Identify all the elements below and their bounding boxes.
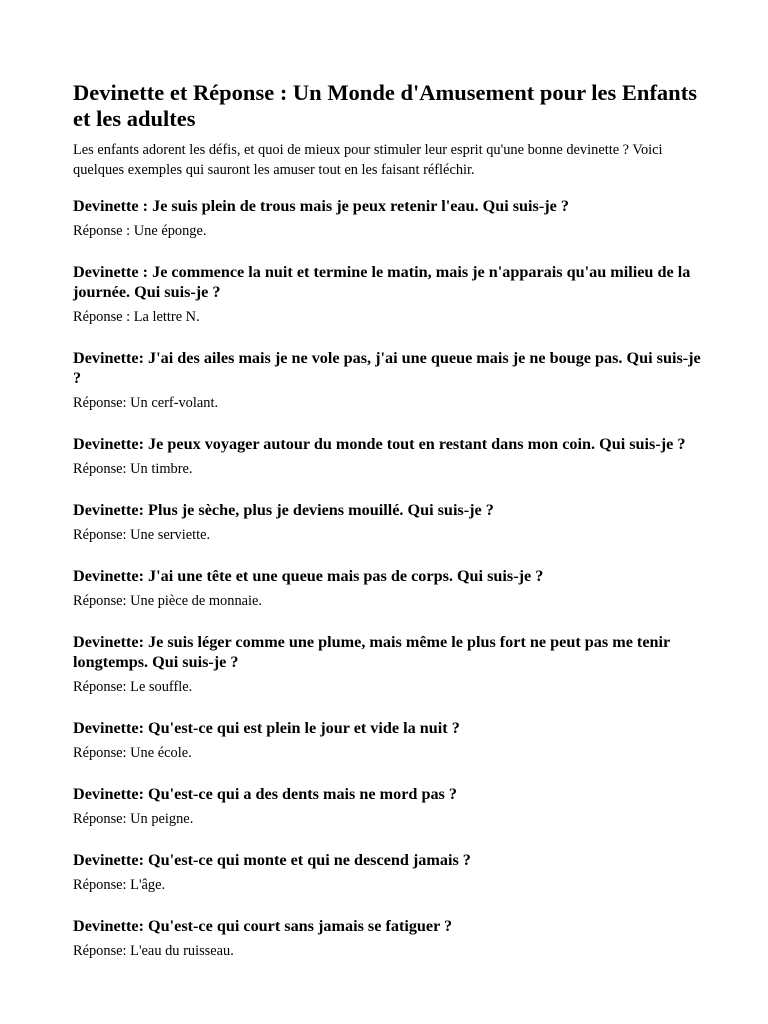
riddle-item (73, 262, 708, 327)
riddle-answer: Réponse: Le souffle. (73, 679, 193, 695)
riddle-question: Devinette : Je commence la nuit et termine le matin, mais je n'apparais qu'au milieu de la journée. Qui suis-je ? (73, 263, 691, 301)
riddle-item (73, 500, 708, 545)
riddle-question: Devinette: Qu'est-ce qui a des dents mais ne mord pas ? (73, 785, 457, 803)
riddle-item (73, 434, 708, 479)
riddle-question: Devinette: Qu'est-ce qui court sans jamais se fatiguer ? (73, 917, 453, 935)
riddle-answer: Réponse: Un peigne. (73, 811, 194, 827)
riddle-question: Devinette: Qu'est-ce qui est plein le jour et vide la nuit ? (73, 719, 460, 737)
riddle-answer: Réponse: Une école. (73, 745, 192, 761)
riddle-answer: Réponse: Un cerf-volant. (73, 395, 219, 411)
riddle-question: Devinette: Plus je sèche, plus je deviens mouillé. Qui suis-je ? (73, 501, 494, 519)
riddle-item (73, 784, 708, 829)
document-title: Devinette et Réponse : Un Monde d'Amusement pour les Enfants et les adultes (73, 80, 697, 131)
riddle-question: Devinette: Je peux voyager autour du monde tout en restant dans mon coin. Qui suis-je ? (73, 435, 686, 453)
riddle-item (73, 566, 708, 611)
riddle-item (73, 196, 708, 241)
riddle-item (73, 916, 708, 961)
riddle-item (73, 348, 708, 413)
riddle-question: Devinette: J'ai une tête et une queue mais pas de corps. Qui suis-je ? (73, 567, 544, 585)
riddle-item (73, 632, 708, 697)
riddle-answer: Réponse : La lettre N. (73, 309, 200, 325)
riddle-item (73, 718, 708, 763)
riddle-question: Devinette: J'ai des ailes mais je ne vole pas, j'ai une queue mais je ne bouge pas. Qui suis-je ? (73, 349, 701, 387)
riddle-item (73, 850, 708, 895)
riddle-question: Devinette: Qu'est-ce qui monte et qui ne descend jamais ? (73, 851, 471, 869)
riddle-answer: Réponse: Un timbre. (73, 461, 193, 477)
riddle-answer: Réponse: L'âge. (73, 877, 166, 893)
intro-paragraph: Les enfants adorent les défis, et quoi de mieux pour stimuler leur esprit qu'une bonne devinette ? Voici quelques exemples qui sauront les amuser tout en les faisant réfléchir. (73, 142, 663, 178)
riddle-question: Devinette : Je suis plein de trous mais je peux retenir l'eau. Qui suis-je ? (73, 197, 569, 215)
riddle-answer: Réponse : Une éponge. (73, 223, 207, 239)
riddle-answer: Réponse: Une pièce de monnaie. (73, 593, 263, 609)
riddle-answer: Réponse: Une serviette. (73, 527, 211, 543)
riddle-answer: Réponse: L'eau du ruisseau. (73, 943, 234, 959)
riddle-question: Devinette: Je suis léger comme une plume, mais même le plus fort ne peut pas me tenir longtemps. Qui suis-je ? (73, 633, 670, 671)
